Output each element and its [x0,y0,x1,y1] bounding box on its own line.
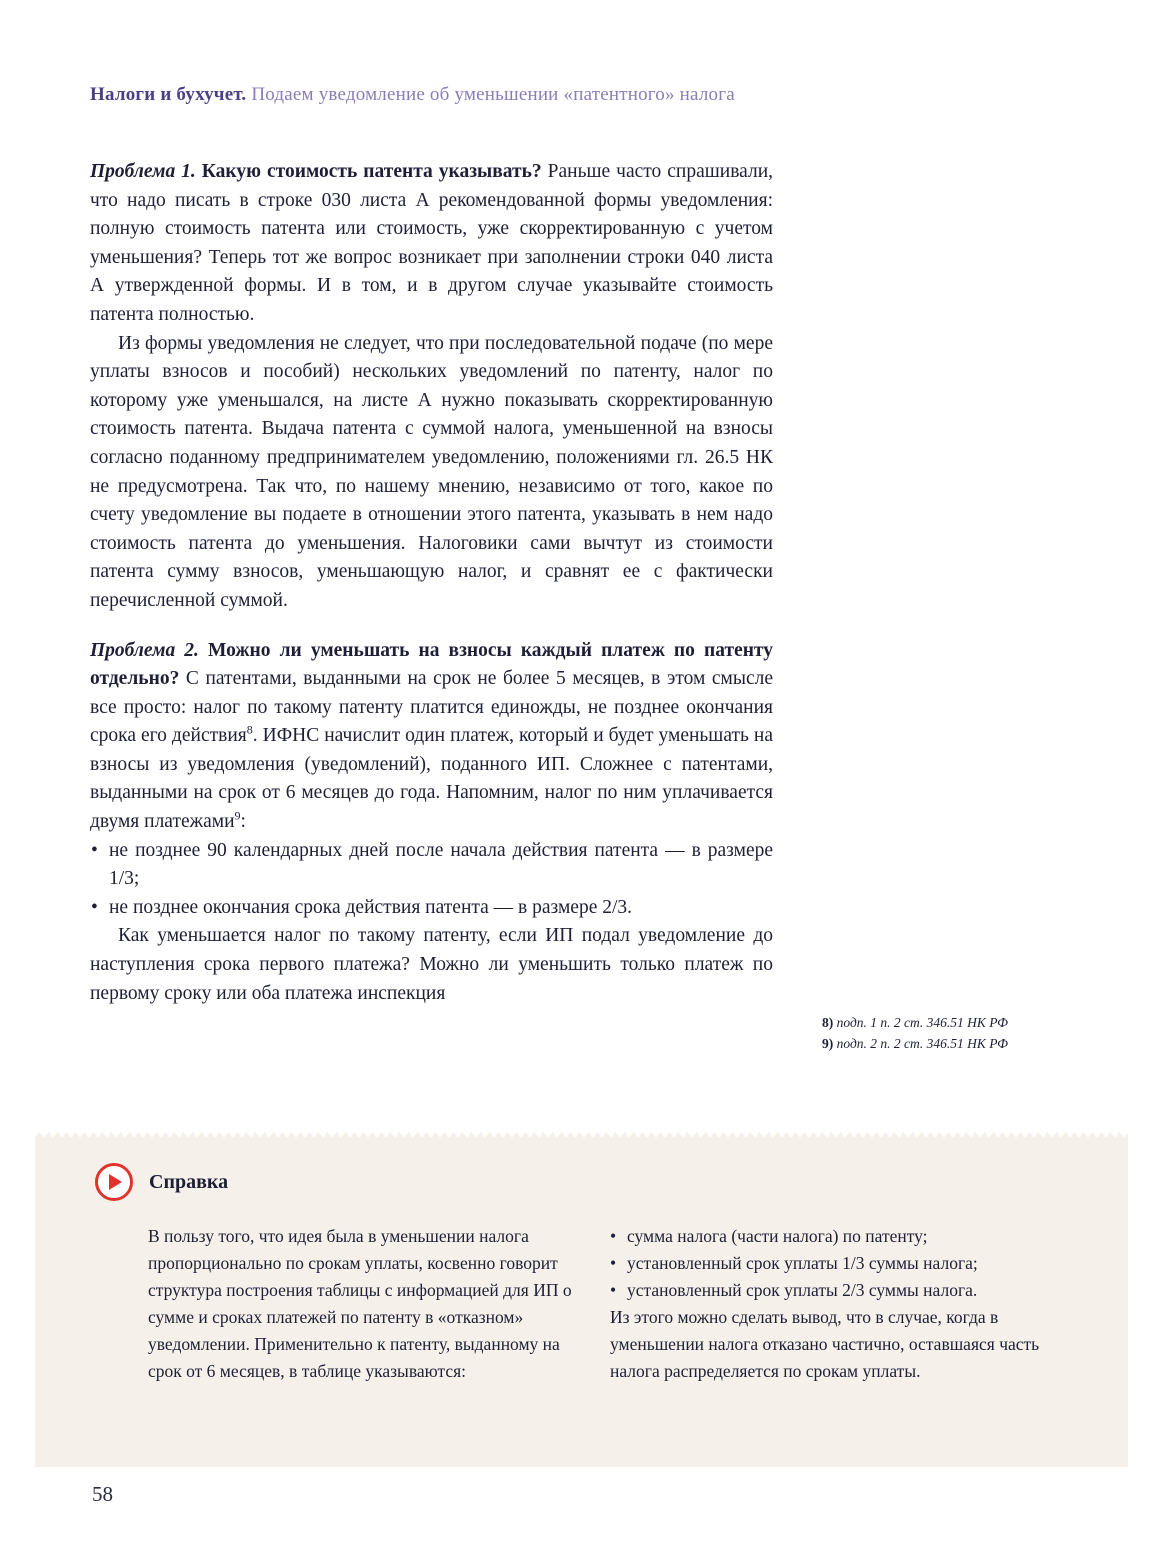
paragraph-problem-2 [90,637,773,837]
list-item [610,1277,1070,1304]
bullet-marker: • [610,1253,617,1273]
list-item [610,1223,1070,1250]
list-item-text: не позднее 90 календарных дней после начала действия патента — в размере 1/3; [109,839,773,890]
problem-1-question: Какую стоимость патента указывать? [201,161,542,182]
sidebar-footnotes [822,1012,1082,1054]
torn-edge-decoration [35,1132,1128,1138]
footnote-ref-9: 9 [234,808,241,823]
reference-box-columns [35,1201,1128,1385]
paragraph-2: Из формы уведомления не следует, что при последовательной подаче (по мере уплаты взносов и пособий) нескольких уведомлений по патенту, налог по которому уже уменьшался, на листе А нужно показывать скорректированную стоимость патента. Выдача патента с суммой налога, уменьшенной на взносы согласно поданному предпринимателем уведомлению, положениями гл. 26.5 НК не предусмотрена. Так что, по нашему мнению, независимо от того, какое по счету уведомление вы подаете в отношении этого патента, указывать в нем надо стоимость патента до уменьшения. Налоговики сами вычтут из стоимости патента сумму взносов, уменьшающую налог, и сравнят ее с фактически перечисленной суммой. [90,332,773,611]
reference-box-left-column [148,1223,572,1385]
list-item [90,894,773,923]
footnote-8 [822,1012,1082,1033]
list-item-text: установленный срок уплаты 1/3 суммы налога; [627,1253,978,1273]
play-circle-icon [95,1163,133,1201]
reference-left-paragraph: В пользу того, что идея была в уменьшении налога пропорционально по срокам уплаты, косвенно говорит структура построения таблицы с информацией для ИП о сумме и сроках платежей по патенту в «отказном» уведомлении. Применительно к патенту, выданному на срок от 6 месяцев, в таблице указываются: [148,1226,572,1381]
bullet-marker: • [91,839,98,861]
problem-1-label: Проблема 1. [90,161,196,182]
problem-2-text-a: С патентами, выданными на срок не более 5 месяцев, в этом смысле все просто: налог по такому патенту платится единожды, не позднее окончания срока его действия [90,668,774,747]
paragraph-problem-1 [90,158,773,330]
page-number: 58 [92,1482,113,1506]
list-item-text: сумма налога (части налога) по патенту; [627,1226,928,1246]
footnote-text: подп. 1 п. 2 ст. 346.51 НК РФ [836,1015,1009,1030]
footnote-number: 8) [822,1015,834,1030]
bullet-marker: • [610,1226,617,1246]
footnote-9 [822,1033,1082,1054]
problem-2-text-b: . ИФНС начислит один платеж, который и будет уменьшать на взносы из уведомления (уведомлений), поданного ИП. Сложнее с патентами, выданными на срок от 6 месяцев до года. Напомним, налог по ним уплачивается двумя платежами [90,725,773,833]
problem-2-question: Можно ли уменьшать на взносы каждый платеж по патенту отдельно? [90,639,774,690]
list-item [610,1250,1070,1277]
footnote-text: подп. 2 п. 2 ст. 346.51 НК РФ [836,1036,1009,1051]
header-section-title: Налоги и бухучет. [90,84,247,105]
header-article-subtitle: Подаем уведомление об уменьшении «патентного» налога [251,84,735,105]
paragraph-4: Как уменьшается налог по такому патенту, если ИП подал уведомление до наступления срока первого платежа? Можно ли уменьшить только платеж по первому сроку или оба платежа инспекция [90,925,773,1004]
reference-box-header [35,1137,1128,1201]
article-body [90,158,773,1008]
list-item [90,837,773,894]
play-triangle-icon [109,1174,122,1190]
list-item-text: не позднее окончания срока действия патента — в размере 2/3. [109,896,633,918]
reference-box-title: Справка [149,1170,229,1193]
reference-right-paragraph: Из этого можно сделать вывод, что в случае, когда в уменьшении налога отказано частично, оставшаяся часть налога распределяется по срокам уплаты. [610,1307,1040,1381]
bullet-marker: • [610,1280,617,1300]
reference-box-right-column [610,1223,1070,1385]
list-item-text: установленный срок уплаты 2/3 суммы налога. [627,1280,978,1300]
page-header [90,84,1103,106]
footnote-number: 9) [822,1036,834,1051]
bullet-marker: • [91,896,98,918]
problem-2-text-c: : [240,811,246,833]
footnote-ref-8: 8 [246,722,253,737]
problem-1-text: Раньше часто спрашивали, что надо писать в строке 030 листа А рекомендованной формы уведомления: полную стоимость патента или стоимость, уже скорректированную с учетом уменьшения? Теперь тот же вопрос возникает при заполнении строки 040 листа А утвержденной формы. И в том, и в другом случае указывайте стоимость патента полностью. [90,161,774,325]
problem-2-label: Проблема 2. [90,639,199,661]
reference-box [35,1137,1128,1467]
